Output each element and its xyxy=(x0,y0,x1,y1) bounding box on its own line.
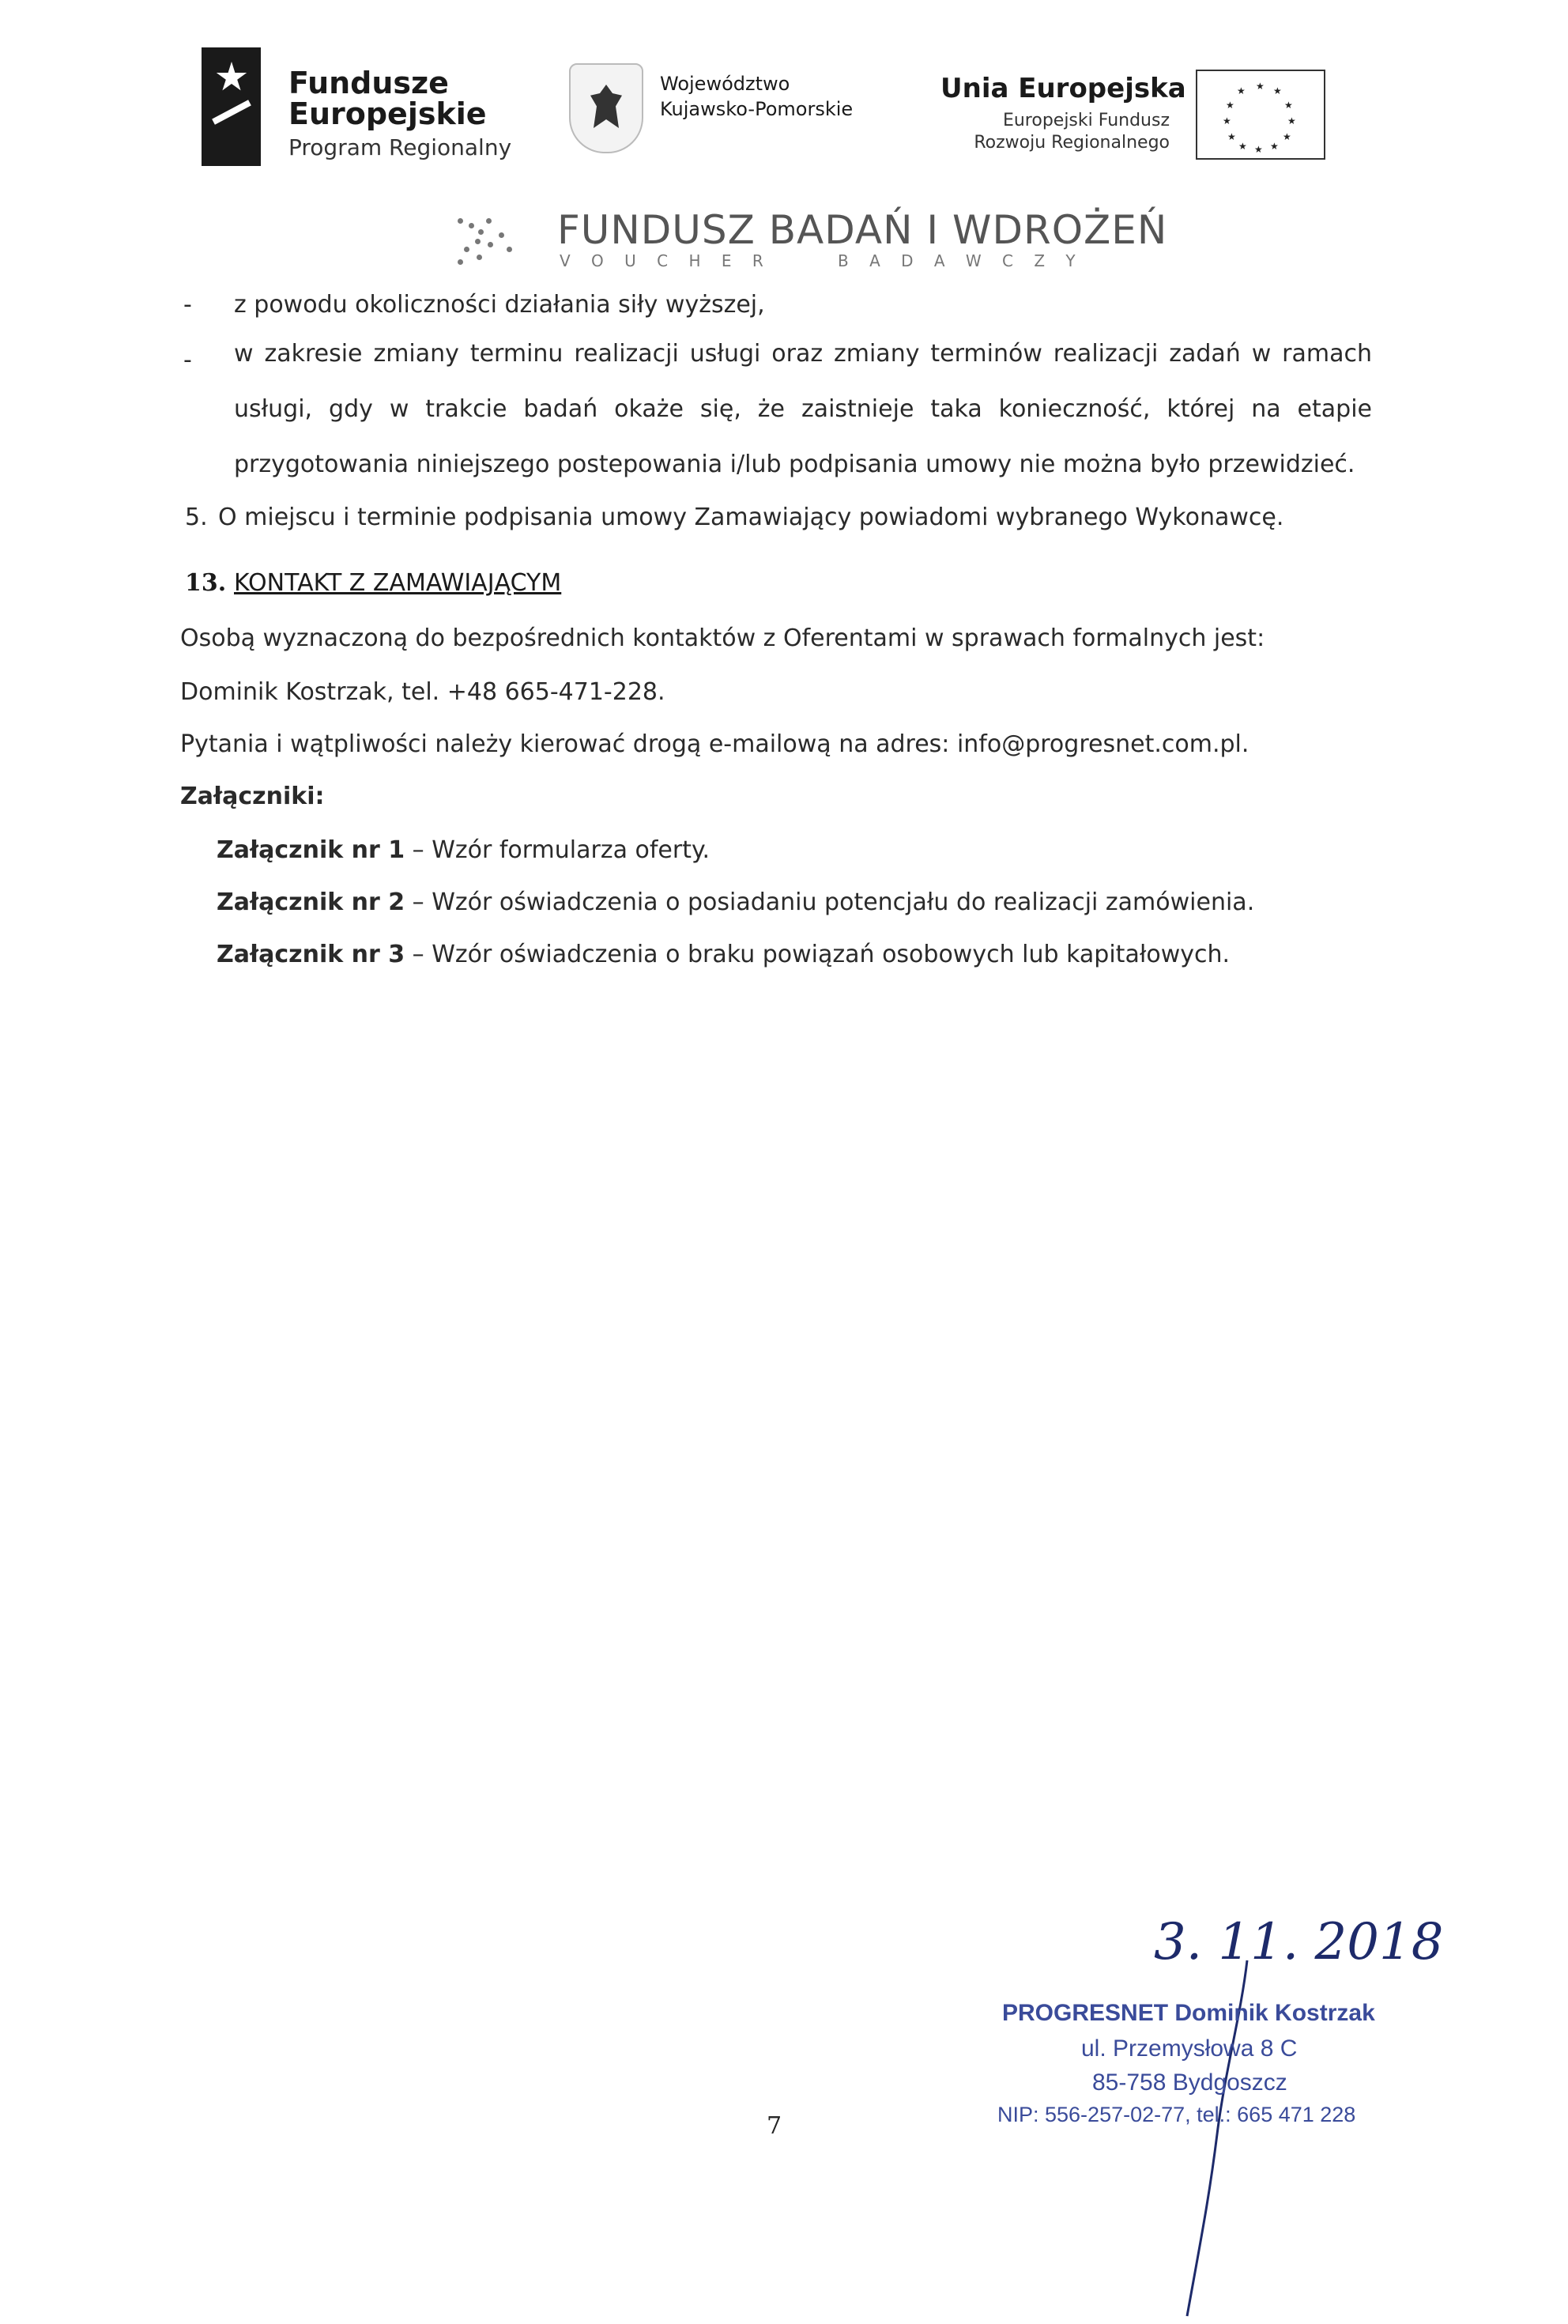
stamp-line4: NIP: 556-257-02-77, tel.: 665 471 228 xyxy=(997,2103,1356,2126)
dash-bullet: - xyxy=(183,291,192,319)
bullet2-line1: w zakresie zmiany terminu realizacji usługi oraz zmiany terminów realizacji zadań w ramach xyxy=(234,340,1372,368)
handwritten-date: 3. 11. 2018 xyxy=(1154,1913,1444,1971)
attachment-text: Wzór oświadczenia o braku powiązań osobowych lub kapitałowych. xyxy=(432,941,1231,968)
fe-logo-line2: Europejskie xyxy=(288,96,487,131)
attachments-label: Załączniki: xyxy=(180,783,325,810)
bullet2-line3: przygotowania niniejszego postepowania i/lub podpisania umowy nie można było przewidzieć. xyxy=(234,451,1355,478)
program-sub-left: V O U C H E R xyxy=(560,251,771,270)
program-sub-right: B A D A W C Z Y xyxy=(838,251,1084,270)
bullet2-line2: usługi, gdy w trakcie badań okaże się, że zaistnieje taka konieczność, której na etapie xyxy=(234,395,1372,423)
attachment-label: Załącznik nr 1 xyxy=(217,836,405,864)
dots-logo-icon xyxy=(454,215,526,270)
woj-line1: Województwo xyxy=(660,73,790,95)
stamp-line3: 85-758 Bydgoszcz xyxy=(1092,2069,1287,2096)
item5-number: 5. xyxy=(185,504,208,531)
contact-line2: Dominik Kostrzak, tel. +48 665-471-228. xyxy=(180,678,665,706)
fundusze-europejskie-logo-icon xyxy=(202,47,261,166)
ue-title: Unia Europejska xyxy=(940,73,1186,104)
attachment-text: Wzór formularza oferty. xyxy=(432,836,710,864)
contact-line1: Osobą wyznaczoną do bezpośrednich kontaktów z Oferentami w sprawach formalnych jest: xyxy=(180,624,1265,652)
stamp-line1: PROGRESNET Dominik Kostrzak xyxy=(1002,2000,1375,2026)
bullet1-text: z powodu okoliczności działania siły wyższej, xyxy=(234,291,765,319)
eu-flag-icon: ★ ★ ★ ★ ★ ★ ★ ★ ★ ★ ★ ★ xyxy=(1196,70,1325,160)
dash-bullet: - xyxy=(183,346,192,374)
contact-line3: Pytania i wątpliwości należy kierować drogą e-mailową na adres: info@progresnet.com.pl. xyxy=(180,730,1250,758)
program-title: FUNDUSZ BADAŃ I WDROŻEŃ xyxy=(557,207,1168,253)
page-number: 7 xyxy=(767,2112,782,2140)
attachment-text: Wzór oświadczenia o posiadaniu potencjału do realizacji zamówienia. xyxy=(432,888,1255,916)
ue-line2: Rozwoju Regionalnego xyxy=(974,133,1170,153)
kujawsko-pomorskie-crest-icon xyxy=(569,63,643,153)
section13-number: 13. xyxy=(185,569,227,597)
section13-title: KONTAKT Z ZAMAWIAJĄCYM xyxy=(234,569,562,597)
fe-logo-line1: Fundusze xyxy=(288,66,449,100)
item5-text: O miejscu i terminie podpisania umowy Zamawiający powiadomi wybranego Wykonawcę. xyxy=(218,504,1284,531)
attachment-2: Załącznik nr 2 – Wzór oświadczenia o posiadaniu potencjału do realizacji zamówienia. xyxy=(217,888,1255,916)
stamp-line2: ul. Przemysłowa 8 C xyxy=(1081,2035,1298,2062)
attachment-1: Załącznik nr 1 – Wzór formularza oferty. xyxy=(217,836,710,864)
fe-logo-line3: Program Regionalny xyxy=(288,134,512,160)
attachment-label: Załącznik nr 3 xyxy=(217,941,405,968)
attachment-3: Załącznik nr 3 – Wzór oświadczenia o braku powiązań osobowych lub kapitałowych. xyxy=(217,941,1231,968)
ue-line1: Europejski Fundusz xyxy=(1002,111,1170,130)
attachment-label: Załącznik nr 2 xyxy=(217,888,405,916)
woj-line2: Kujawsko-Pomorskie xyxy=(660,98,854,120)
